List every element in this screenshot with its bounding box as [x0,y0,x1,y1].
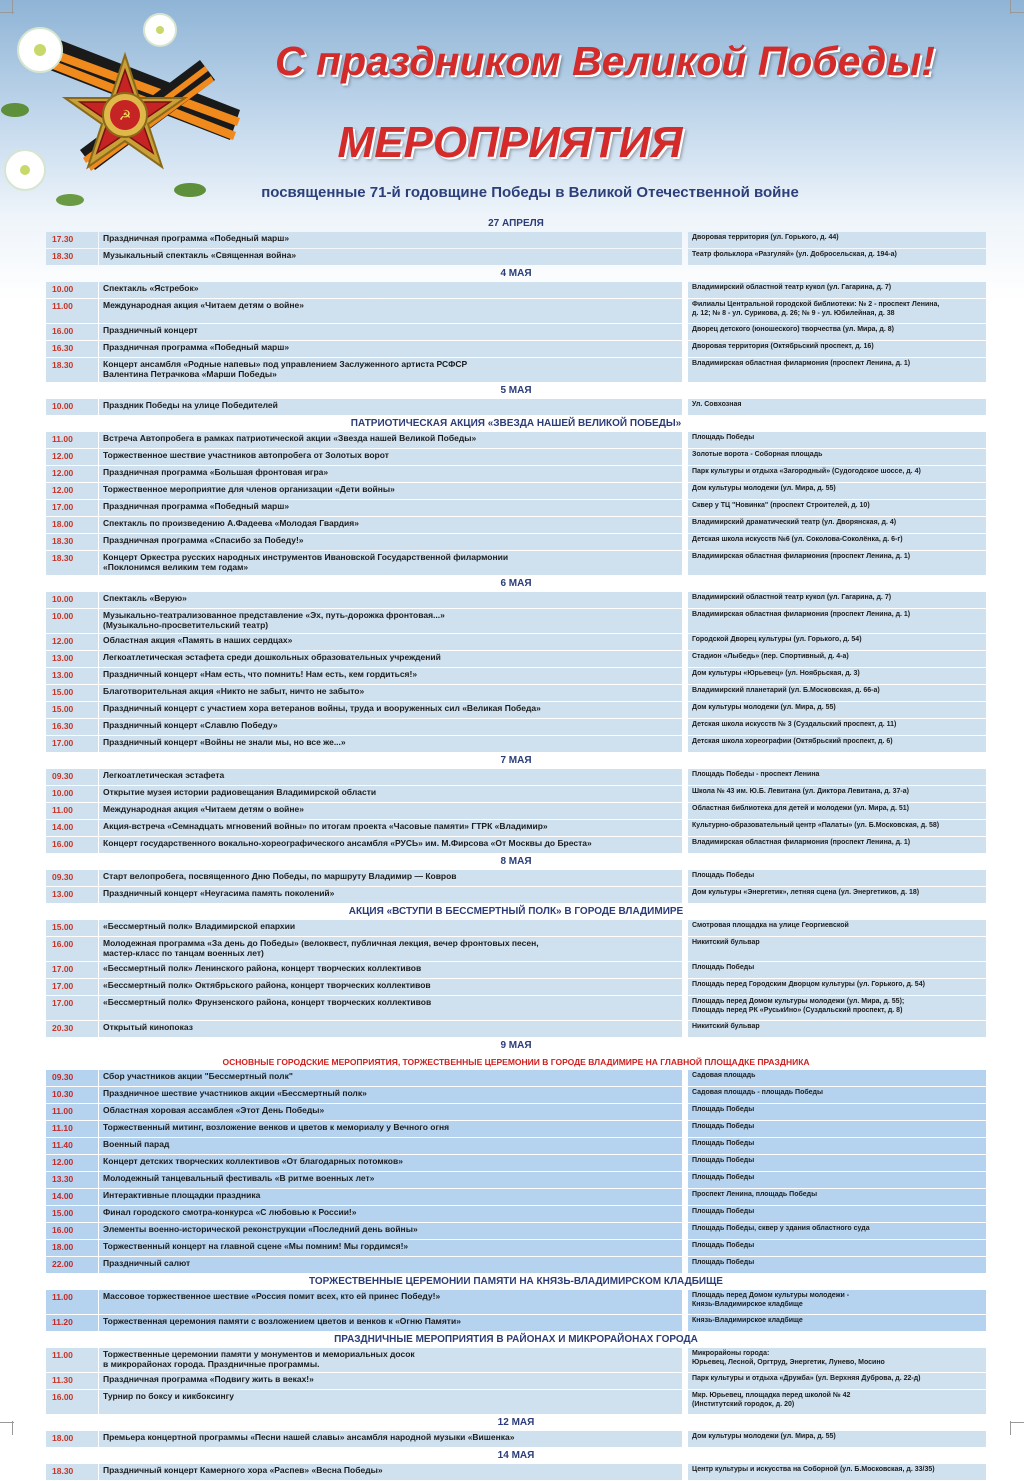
event-row [46,786,986,802]
events-table [46,216,986,1481]
event-place: Дворовая территория (Октябрьский проспект, д. 16) [688,341,986,357]
event-place: Площадь Победы [688,1155,986,1171]
event-name: Благотворительная акция «Никто не забыт, ничто не забыто» [99,685,682,701]
event-row [46,1348,986,1372]
event-name: Легкоатлетическая эстафета [99,769,682,785]
event-time: 16.00 [46,837,98,853]
crop-mark [0,1422,14,1423]
event-time: 13.00 [46,668,98,684]
event-name: Молодежная программа «За день до Победы» (велоквест, публичная лекция, вечер фронтовых песен, мастер-класс по танцам военных лет) [99,937,682,961]
event-row [46,500,986,516]
event-name: Интерактивные площадки праздника [99,1189,682,1205]
event-name: Концерт детских творческих коллективов «От благодарных потомков» [99,1155,682,1171]
event-row [46,1138,986,1154]
event-time: 20.30 [46,1021,98,1037]
event-time: 17.00 [46,962,98,978]
event-name: Праздничный салют [99,1257,682,1273]
event-name: Премьера концертной программы «Песни нашей славы» ансамбля народной музыки «Вишенка» [99,1431,682,1447]
event-time: 10.00 [46,399,98,415]
event-place: Дом культуры молодежи (ул. Мира, д. 55) [688,1431,986,1447]
crop-mark [1010,1422,1024,1423]
event-name: Спектакль по произведению А.Фадеева «Молодая Гвардия» [99,517,682,533]
event-name: Областная акция «Память в наших сердцах» [99,634,682,650]
event-place: Владимирская областная филармония (проспект Ленина, д. 1) [688,837,986,853]
event-place: Микрорайоны города: Юрьевец, Лесной, Оргтруд, Энергетик, Лунево, Мосино [688,1348,986,1372]
event-name: Концерт государственного вокально-хореографического ансамбля «РУСЬ» им. М.Фирсова «От Москвы до Бреста» [99,837,682,853]
event-row [46,668,986,684]
section-heading: 27 АПРЕЛЯ [488,218,544,229]
event-row [46,483,986,499]
event-name: «Бессмертный полк» Фрунзенского района, концерт творческих коллективов [99,996,682,1020]
event-row [46,634,986,650]
event-place: Дом культуры «Энергетик», летняя сцена (ул. Энергетиков, д. 18) [688,887,986,903]
event-row [46,282,986,298]
event-name: Музыкально-театрализованное представление «Эх, путь-дорожка фронтовая...» (Музыкально-просветительский театр) [99,609,682,633]
event-time: 18.00 [46,1431,98,1447]
event-row [46,592,986,608]
event-name: Торжественные церемонии памяти у монументов и мемориальных досок в микрорайонах города. Праздничные программы. [99,1348,682,1372]
event-row [46,1373,986,1389]
event-row [46,803,986,819]
event-time: 16.00 [46,1390,98,1414]
event-row [46,399,986,415]
event-time: 18.30 [46,249,98,265]
event-place: Парк культуры и отдыха «Дружба» (ул. Верхняя Дуброва, д. 22-д) [688,1373,986,1389]
event-place: Садовая площадь - площадь Победы [688,1087,986,1103]
event-time: 10.00 [46,786,98,802]
event-name: Массовое торжественное шествие «Россия помит всех, кто ей принес Победу!» [99,1290,682,1314]
event-time: 11.00 [46,803,98,819]
event-place: Князь-Владимирское кладбище [688,1315,986,1331]
event-place: Смотровая площадка на улице Георгиевской [688,920,986,936]
event-row [46,358,986,382]
event-row [46,1087,986,1103]
event-name: Праздничная программа «Подвигу жить в веках!» [99,1373,682,1389]
event-row [46,534,986,550]
event-row [46,1464,986,1480]
event-place: Площадь Победы [688,432,986,448]
event-time: 18.00 [46,517,98,533]
event-row [46,1172,986,1188]
poster-title: С праздником Великой Победы! [275,38,935,84]
event-time: 13.30 [46,1172,98,1188]
event-row [46,1155,986,1171]
event-time: 16.30 [46,341,98,357]
event-name: «Бессмертный полк» Октябрьского района, концерт творческих коллективов [99,979,682,995]
event-name: Праздничная программа «Спасибо за Победу!» [99,534,682,550]
section-heading: 9 МАЯ [500,1040,532,1051]
event-place: Никитский бульвар [688,1021,986,1037]
event-name: Спектакль «Верую» [99,592,682,608]
event-row [46,651,986,667]
event-row [46,466,986,482]
event-name: Финал городского смотра-конкурса «С любовью к России!» [99,1206,682,1222]
event-name: Праздничный концерт Камерного хора «Распев» «Весна Победы» [99,1464,682,1480]
event-row [46,962,986,978]
event-time: 15.00 [46,920,98,936]
event-row [46,449,986,465]
event-time: 10.00 [46,609,98,633]
event-place: Владимирский областной театр кукол (ул. Гагарина, д. 7) [688,282,986,298]
event-row [46,769,986,785]
event-name: Торжественное шествие участников автопробега от Золотых ворот [99,449,682,465]
event-row [46,1104,986,1120]
event-time: 16.00 [46,1223,98,1239]
event-place: Садовая площадь [688,1070,986,1086]
event-time: 16.00 [46,937,98,961]
event-name: Торжественное мероприятие для членов организации «Дети войны» [99,483,682,499]
section-heading: 6 МАЯ [500,578,532,589]
event-name: Праздник Победы на улице Победителей [99,399,682,415]
event-name: Праздничная программа «Победный марш» [99,500,682,516]
section-heading: ПАТРИОТИЧЕСКАЯ АКЦИЯ «ЗВЕЗДА НАШЕЙ ВЕЛИКОЙ ПОБЕДЫ» [350,418,682,429]
event-row [46,820,986,836]
section-heading: 14 МАЯ [497,1450,535,1461]
event-row [46,324,986,340]
section-heading: 7 МАЯ [500,755,532,766]
event-name: Музыкальный спектакль «Священная война» [99,249,682,265]
event-row [46,232,986,248]
event-name: Праздничная программа «Победный марш» [99,232,682,248]
event-place: Владимирская областная филармония (проспект Ленина, д. 1) [688,358,986,382]
event-name: Сбор участников акции "Бессмертный полк" [99,1070,682,1086]
event-name: Концерт Оркестра русских народных инструментов Ивановской Государственной филармонии «Поклонимся великим тем годам» [99,551,682,575]
event-row [46,299,986,323]
event-place: Сквер у ТЦ "Новинка" (проспект Строителей, д. 10) [688,500,986,516]
event-name: Акция-встреча «Семнадцать мгновений войны» по итогам проекта «Часовые памяти» ГТРК «Владимир» [99,820,682,836]
event-row [46,719,986,735]
event-time: 15.00 [46,685,98,701]
event-place: Центр культуры и искусства на Соборной (ул. Б.Московская, д. 33/35) [688,1464,986,1480]
event-name: Праздничный концерт [99,324,682,340]
event-time: 11.00 [46,1104,98,1120]
section-heading: 8 МАЯ [500,856,532,867]
event-row [46,1223,986,1239]
event-time: 11.10 [46,1121,98,1137]
event-place: Площадь Победы [688,1172,986,1188]
event-name: Международная акция «Читаем детям о войне» [99,803,682,819]
event-place: Городской Дворец культуры (ул. Горького, д. 54) [688,634,986,650]
event-time: 17.00 [46,736,98,752]
event-name: Открытие музея истории радиовещания Владимирской области [99,786,682,802]
event-name: Открытый кинопоказ [99,1021,682,1037]
event-place: Театр фольклора «Разгуляй» (ул. Добросельская, д. 194-а) [688,249,986,265]
event-time: 18.30 [46,551,98,575]
event-time: 14.00 [46,1189,98,1205]
event-row [46,1290,986,1314]
event-row [46,1240,986,1256]
event-place: Дворовая территория (ул. Горького, д. 44) [688,232,986,248]
event-name: «Бессмертный полк» Ленинского района, концерт творческих коллективов [99,962,682,978]
event-place: Золотые ворота - Соборная площадь [688,449,986,465]
event-place: Площадь Победы [688,1240,986,1256]
section-heading: 5 МАЯ [500,385,532,396]
event-place: Площадь Победы [688,1138,986,1154]
event-time: 15.00 [46,1206,98,1222]
event-place: Владимирская областная филармония (проспект Ленина, д. 1) [688,609,986,633]
section-heading: 4 МАЯ [500,268,532,279]
event-time: 11.00 [46,1290,98,1314]
event-time: 09.30 [46,769,98,785]
event-name: Торжественный митинг, возложение венков и цветов к мемориалу у Вечного огня [99,1121,682,1137]
event-place: Площадь Победы [688,870,986,886]
event-place: Ул. Совхозная [688,399,986,415]
event-name: Областная хоровая ассамблея «Этот День Победы» [99,1104,682,1120]
event-time: 10.00 [46,592,98,608]
event-row [46,996,986,1020]
event-time: 18.30 [46,534,98,550]
event-row [46,341,986,357]
event-place: Детская школа хореографии (Октябрьский проспект, д. 6) [688,736,986,752]
event-place: Дом культуры молодежи (ул. Мира, д. 55) [688,483,986,499]
event-name: Легкоатлетическая эстафета среди дошкольных образовательных учреждений [99,651,682,667]
event-time: 11.20 [46,1315,98,1331]
crop-mark [1010,12,1024,13]
event-place: Площадь перед Домом культуры молодежи (ул. Мира, д. 55); Площадь перед РК «РуськИно» (Суздальский проспект, д. 8) [688,996,986,1020]
event-name: Старт велопробега, посвященного Дню Победы, по маршруту Владимир — Ковров [99,870,682,886]
event-row [46,1431,986,1447]
event-time: 12.00 [46,466,98,482]
event-name: Торжественная церемония памяти с возложением цветов и венков к «Огню Памяти» [99,1315,682,1331]
event-row [46,1390,986,1414]
event-time: 17.00 [46,996,98,1020]
event-name: Торжественный концерт на главной сцене «Мы помним! Мы гордимся!» [99,1240,682,1256]
event-time: 12.00 [46,483,98,499]
event-place: Площадь перед Городским Дворцом культуры (ул. Горького, д. 54) [688,979,986,995]
event-place: Площадь Победы [688,1121,986,1137]
event-row [46,1257,986,1273]
event-time: 16.30 [46,719,98,735]
event-place: Дом культуры «Юрьевец» (ул. Ноябрьская, д. 3) [688,668,986,684]
event-place: Площадь Победы [688,1257,986,1273]
event-row [46,1206,986,1222]
event-row [46,979,986,995]
event-row [46,870,986,886]
event-place: Площадь перед Домом культуры молодежи - Князь-Владимирское кладбище [688,1290,986,1314]
event-time: 13.00 [46,887,98,903]
event-place: Владимирский планетарий (ул. Б.Московская, д. 66-а) [688,685,986,701]
event-place: Парк культуры и отдыха «Загородный» (Судогодское шоссе, д. 4) [688,466,986,482]
event-place: Площадь Победы [688,1104,986,1120]
event-name: Праздничная программа «Большая фронтовая игра» [99,466,682,482]
event-place: Школа № 43 им. Ю.Б. Левитана (ул. Диктора Левитана, д. 37-а) [688,786,986,802]
event-name: Праздничный концерт «Нам есть, что помнить! Нам есть, кем гордиться!» [99,668,682,684]
event-time: 17.00 [46,500,98,516]
event-time: 10.30 [46,1087,98,1103]
event-row [46,1189,986,1205]
event-place: Площадь Победы [688,1206,986,1222]
event-time: 22.00 [46,1257,98,1273]
events-subheading: посвященные 71-й годовщине Победы в Великой Отечественной войне [261,184,799,201]
event-row [46,685,986,701]
event-row [46,1021,986,1037]
event-place: Областная библиотека для детей и молодежи (ул. Мира, д. 51) [688,803,986,819]
crop-mark [1010,1421,1011,1435]
event-time: 14.00 [46,820,98,836]
crop-mark [12,1421,13,1435]
event-time: 12.00 [46,1155,98,1171]
section-heading: 12 МАЯ [497,1417,535,1428]
event-row [46,1121,986,1137]
event-place: Проспект Ленина, площадь Победы [688,1189,986,1205]
event-name: Праздничная программа «Победный марш» [99,341,682,357]
event-time: 11.30 [46,1373,98,1389]
event-row [46,551,986,575]
event-row [46,920,986,936]
event-row [46,702,986,718]
event-row [46,937,986,961]
svg-text:☭: ☭ [118,108,132,124]
event-name: Спектакль «Ястребок» [99,282,682,298]
event-time: 09.30 [46,870,98,886]
event-place: Площадь Победы, сквер у здания областного суда [688,1223,986,1239]
event-place: Владимирский драматический театр (ул. Дворянская, д. 4) [688,517,986,533]
event-name: Праздничный концерт «Войны не знали мы, но все же...» [99,736,682,752]
event-place: Дворец детского (юношеского) творчества (ул. Мира, д. 8) [688,324,986,340]
event-name: «Бессмертный полк» Владимирской епархии [99,920,682,936]
event-place: Никитский бульвар [688,937,986,961]
event-name: Праздничное шествие участников акции «Бессмертный полк» [99,1087,682,1103]
event-time: 12.00 [46,449,98,465]
event-time: 16.00 [46,324,98,340]
event-time: 11.00 [46,432,98,448]
event-row [46,432,986,448]
event-row [46,1070,986,1086]
event-place: Владимирская областная филармония (проспект Ленина, д. 1) [688,551,986,575]
event-time: 17.00 [46,979,98,995]
event-name: Международная акция «Читаем детям о войне» [99,299,682,323]
event-place: Филиалы Центральной городской библиотеки: № 2 - проспект Ленина, д. 12; № 8 - ул. Сурикова, д. 26; № 9 - ул. Юбилейная, д. 38 [688,299,986,323]
event-place: Площадь Победы [688,962,986,978]
event-row [46,887,986,903]
event-name: Молодежный танцевальный фестиваль «В ритме военных лет» [99,1172,682,1188]
event-place: Культурно-образовательный центр «Палаты» (ул. Б.Московская, д. 58) [688,820,986,836]
event-place: Детская школа искусств №6 (ул. Соколова-Соколёнка, д. 6-г) [688,534,986,550]
event-name: Встреча Автопробега в рамках патриотической акции «Звезда нашей Великой Победы» [99,432,682,448]
event-row [46,517,986,533]
event-time: 10.00 [46,282,98,298]
event-time: 18.30 [46,358,98,382]
event-row [46,609,986,633]
events-heading: МЕРОПРИЯТИЯ [337,118,683,167]
event-time: 09.30 [46,1070,98,1086]
event-name: Праздничный концерт «Неугасима память поколений» [99,887,682,903]
event-time: 18.00 [46,1240,98,1256]
event-time: 11.00 [46,299,98,323]
event-time: 13.00 [46,651,98,667]
event-name: Элементы военно-исторической реконструкции «Последний день войны» [99,1223,682,1239]
event-place: Стадион «Лыбедь» (пер. Спортивный, д. 4-а) [688,651,986,667]
event-place: Детская школа искусств № 3 (Суздальский проспект, д. 11) [688,719,986,735]
event-time: 12.00 [46,634,98,650]
event-time: 11.00 [46,1348,98,1372]
event-row [46,736,986,752]
event-time: 18.30 [46,1464,98,1480]
event-place: Мкр. Юрьевец, площадка перед школой № 42 (Институтский городок, д. 20) [688,1390,986,1414]
section-heading: ПРАЗДНИЧНЫЕ МЕРОПРИЯТИЯ В РАЙОНАХ И МИКРОРАЙОНАХ ГОРОДА [334,1334,698,1345]
event-name: Военный парад [99,1138,682,1154]
event-time: 15.00 [46,702,98,718]
event-name: Концерт ансамбля «Родные напевы» под управлением Заслуженного артиста РСФСР Валентина Петрачкова «Марши Победы» [99,358,682,382]
event-row [46,837,986,853]
section-heading: ТОРЖЕСТВЕННЫЕ ЦЕРЕМОНИИ ПАМЯТИ НА КНЯЗЬ-ВЛАДИМИРСКОМ КЛАДБИЩЕ [309,1276,723,1287]
event-name: Праздничный концерт «Славлю Победу» [99,719,682,735]
event-row [46,249,986,265]
event-name: Праздничный концерт с участием хора ветеранов войны, труда и вооруженных сил «Великая Победа» [99,702,682,718]
event-place: Площадь Победы - проспект Ленина [688,769,986,785]
event-place: Владимирский областной театр кукол (ул. Гагарина, д. 7) [688,592,986,608]
order-of-patriotic-war-icon [0,0,240,240]
event-time: 11.40 [46,1138,98,1154]
event-place: Дом культуры молодежи (ул. Мира, д. 55) [688,702,986,718]
event-row [46,1315,986,1331]
event-time: 17.30 [46,232,98,248]
event-name: Турнир по боксу и кикбоксингу [99,1390,682,1414]
section-heading: АКЦИЯ «ВСТУПИ В БЕССМЕРТНЫЙ ПОЛК» В ГОРОДЕ ВЛАДИМИРЕ [348,906,684,917]
section-heading: ОСНОВНЫЕ ГОРОДСКИЕ МЕРОПРИЯТИЯ, ТОРЖЕСТВЕННЫЕ ЦЕРЕМОНИИ В ГОРОДЕ ВЛАДИМИРЕ НА ГЛАВНОЙ ПЛОЩАДКЕ ПРАЗДНИКА [222,1057,810,1067]
